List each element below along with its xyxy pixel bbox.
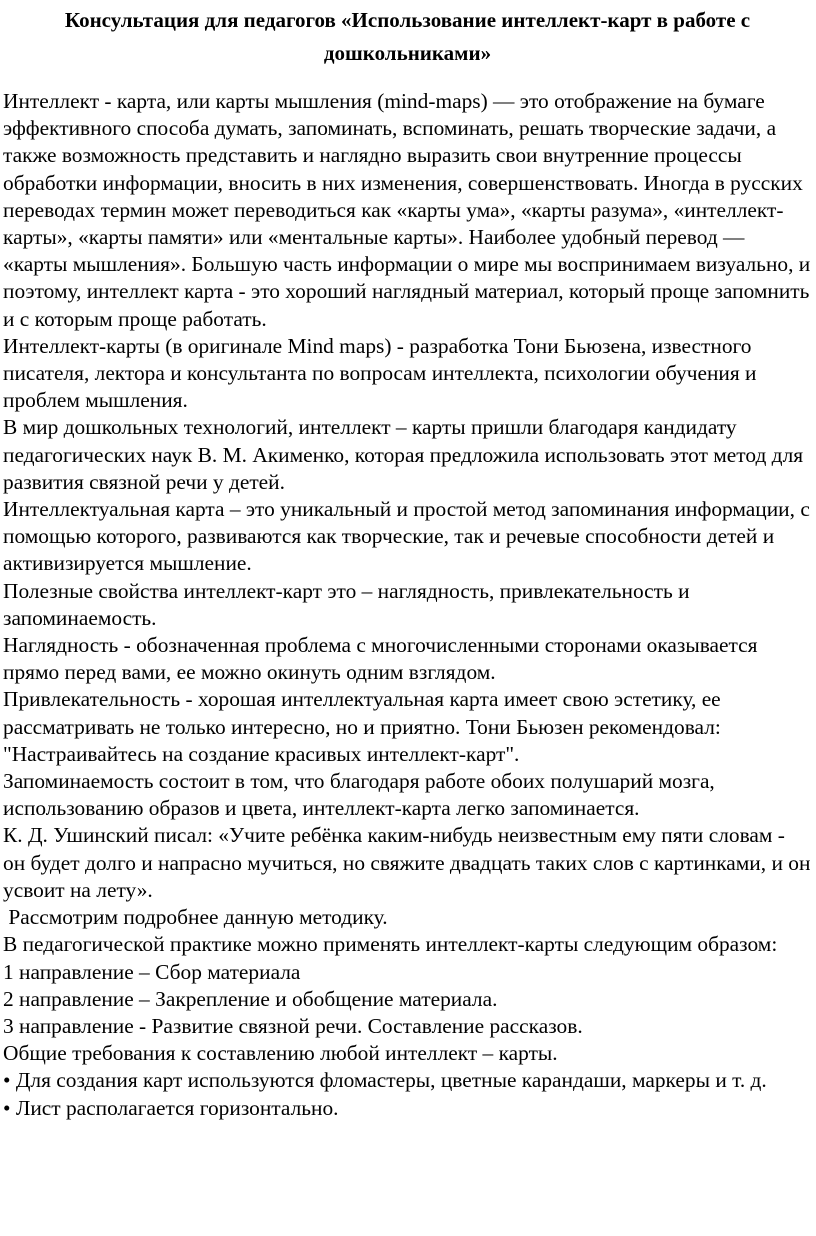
- paragraph-memorability: Запоминаемость состоит в том, что благодаря работе обоих полушарий мозга, использованию образов и цвета, интеллект-карта легко запоминается.: [3, 769, 715, 821]
- paragraph-unique-method: Интеллектуальная карта – это уникальный и простой метод запоминания информации, с помощью которого, развиваются как творческие, так и речевые способности детей и активизируется мышление.: [3, 497, 810, 576]
- paragraph-visibility: Наглядность - обозначенная проблема с многочисленными сторонами оказывается прямо перед вами, ее можно окинуть одним взглядом.: [3, 633, 758, 685]
- paragraph-properties: Полезные свойства интеллект-карт это – наглядность, привлекательность и запоминаемость.: [3, 578, 690, 630]
- paragraph-attractiveness: Привлекательность - хорошая интеллектуальная карта имеет свою эстетику, ее рассматривать не только интересно, но и приятно. Тони Бьюзен рекомендовал: "Настраивайтесь на создание красивых интеллект-карт".: [3, 687, 721, 766]
- paragraph-akimenko: В мир дошкольных технологий, интеллект – карты пришли благодаря кандидату педагогических наук В. М. Акименко, которая предложила использовать этот метод для развития связной речи у детей.: [3, 415, 804, 494]
- paragraph-ushinsky-quote: К. Д. Ушинский писал: «Учите ребёнка каким-нибудь неизвестным ему пяти словам - он будет долго и напрасно мучиться, но свяжите двадцать таких слов с картинками, и он усвоит на лету».: [3, 823, 811, 902]
- list-item-direction-1: 1 направление – Сбор материала: [3, 959, 301, 984]
- paragraph-practice: В педагогической практике можно применять интеллект-карты следующим образом:: [3, 932, 778, 957]
- bullet-item-orientation: • Лист располагается горизонтально.: [3, 1095, 339, 1120]
- paragraph-definition: Интеллект - карта, или карты мышления (mind-maps) — это отображение на бумаге эффективного способа думать, запоминать, вспоминать, решать творческие задачи, а также возможность представить и наглядно выразить свои внутренние процессы обработки информации, вносить в них изменения, совершенствовать. Иногда в русских переводах термин может переводиться как «карты ума», «карты разума», «интеллект-карты», «карты памяти» или «ментальные карты». Наиболее удобный перевод — «карты мышления». Большую часть информации о мире мы воспринимаем визуально, и поэтому, интеллект карта - это хороший наглядный материал, который проще запомнить и с которым проще работать.: [3, 89, 811, 331]
- paragraph-requirements: Общие требования к составлению любой интеллект – карты.: [3, 1041, 558, 1066]
- document-body: [3, 88, 812, 1122]
- document-title: Консультация для педагогов «Использование интеллект-карт в работе с дошкольниками»: [64, 8, 751, 65]
- paragraph-method-intro: Рассмотрим подробнее данную методику.: [3, 905, 388, 930]
- paragraph-buzan: Интеллект-карты (в оригинале Mind maps) - разработка Тони Бьюзена, известного писателя, лектора и консультанта по вопросам интеллекта, психологии обучения и проблем мышления.: [3, 333, 757, 413]
- list-item-direction-2: 2 направление – Закрепление и обобщение материала.: [3, 986, 498, 1011]
- list-item-direction-3: 3 направление - Развитие связной речи. Составление рассказов.: [3, 1013, 583, 1038]
- bullet-item-markers: • Для создания карт используются фломастеры, цветные карандаши, маркеры и т. д.: [3, 1068, 767, 1093]
